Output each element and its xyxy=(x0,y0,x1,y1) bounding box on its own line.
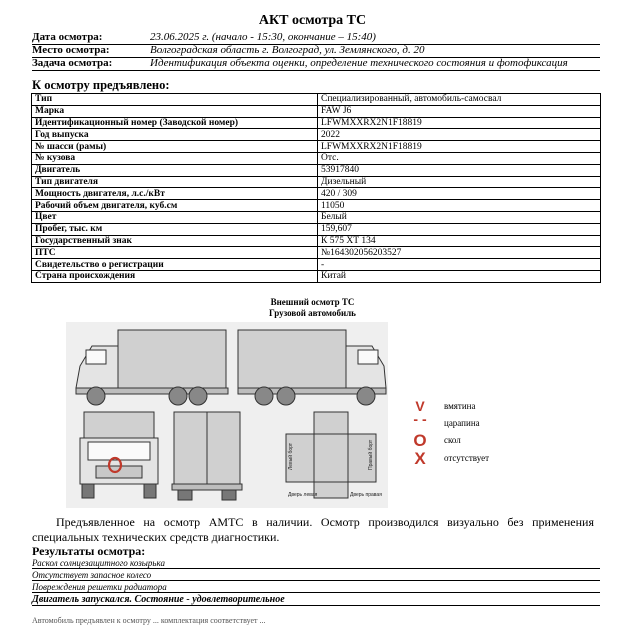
spec-table xyxy=(31,93,601,283)
document-title: АКТ осмотра ТС xyxy=(258,13,367,28)
truck-diagram xyxy=(66,322,388,508)
spec-value: FAW J6 xyxy=(318,105,601,117)
spec-value: LFWMXXRX2N1F18819 xyxy=(318,141,601,153)
spec-value: №164302056203527 xyxy=(318,247,601,259)
place-value: Волгоградская область г. Волгоград, ул. Землянского, д. 20 xyxy=(150,44,425,56)
spec-value: 11050 xyxy=(318,200,601,212)
date-value: 23.06.2025 г. (начало - 15:30, окончание – 15:40) xyxy=(150,31,376,43)
spec-key: Год выпуска xyxy=(32,129,318,141)
spec-key: ПТС xyxy=(32,247,318,259)
left-side-label: Левый борт xyxy=(288,442,294,470)
right-door-label: Дверь правая xyxy=(350,492,382,498)
spec-key: Идентификационный номер (Заводской номер) xyxy=(32,117,318,129)
spec-row xyxy=(32,188,601,200)
spec-row xyxy=(32,223,601,235)
spec-key: Свидетельство о регистрации xyxy=(32,259,318,271)
spec-row xyxy=(32,129,601,141)
header-row-task xyxy=(32,57,600,71)
spec-value: 2022 xyxy=(318,129,601,141)
spec-row xyxy=(32,164,601,176)
spec-key: Рабочий объем двигателя, куб.см xyxy=(32,200,318,212)
truck-rear-view xyxy=(172,412,242,500)
section-title: К осмотру предъявлено: xyxy=(32,78,170,92)
spec-key: Двигатель xyxy=(32,164,318,176)
inspection-paragraph: Предъявленное на осмотр АМТС в наличии. Осмотр производился визуально без применения специальных технических средств диагностики. xyxy=(32,515,594,544)
task-value: Идентификация объекта оценки, определение технического состояния и фотофиксация xyxy=(150,57,568,69)
spec-row xyxy=(32,94,601,106)
spec-key: Мощность двигателя, л.с./кВт xyxy=(32,188,318,200)
legend-dent-label: вмятина xyxy=(444,401,476,411)
legend-dent-symbol: V xyxy=(415,398,425,414)
legend-missing-label: отсутствует xyxy=(444,453,490,463)
header-row-place xyxy=(32,44,600,58)
spec-row xyxy=(32,235,601,247)
spec-key: Тип двигателя xyxy=(32,176,318,188)
spec-key: № шасси (рамы) xyxy=(32,141,318,153)
spec-value: Специализированный, автомобиль-самосвал xyxy=(318,94,601,106)
spec-row xyxy=(32,211,601,223)
result-item: Отсутствует запасное колесо xyxy=(32,570,600,581)
spec-row xyxy=(32,117,601,129)
result-item: Повреждения решетки радиатора xyxy=(32,582,600,593)
spec-key: Государственный знак xyxy=(32,235,318,247)
inspection-subtitle: Грузовой автомобиль xyxy=(269,308,356,318)
spec-row xyxy=(32,152,601,164)
spec-key: Страна происхождения xyxy=(32,270,318,282)
spec-value: - xyxy=(318,259,601,271)
spec-row xyxy=(32,259,601,271)
spec-key: Тип xyxy=(32,94,318,106)
cut-off-text: Автомобиль предъявлен к осмотру ... комплектация соответствует ... xyxy=(32,616,266,625)
spec-value: Отс. xyxy=(318,152,601,164)
spec-row xyxy=(32,200,601,212)
legend-chip-label: скол xyxy=(444,435,461,445)
inspection-title: Внешний осмотр ТС xyxy=(270,297,355,307)
spec-value: Китай xyxy=(318,270,601,282)
legend-scratch-label: царапина xyxy=(444,418,480,428)
spec-value: 420 / 309 xyxy=(318,188,601,200)
left-door-label: Дверь левая xyxy=(288,492,318,498)
result-item-engine: Двигатель запускался. Состояние - удовлетворительное xyxy=(32,594,600,606)
spec-key: Пробег, тыс. км xyxy=(32,223,318,235)
place-label: Место осмотра: xyxy=(32,44,110,56)
spec-row xyxy=(32,105,601,117)
spec-row xyxy=(32,247,601,259)
spec-row xyxy=(32,270,601,282)
spec-value: LFWMXXRX2N1F18819 xyxy=(318,117,601,129)
date-label: Дата осмотра: xyxy=(32,31,103,43)
spec-row xyxy=(32,141,601,153)
spec-key: Цвет xyxy=(32,211,318,223)
spec-value: 53917840 xyxy=(318,164,601,176)
spec-value: К 575 ХТ 134 xyxy=(318,235,601,247)
legend-missing-symbol: X xyxy=(414,449,426,468)
spec-value: 159,607 xyxy=(318,223,601,235)
result-item: Раскол солнцезащитного козырька xyxy=(32,558,600,569)
spec-value: Дизельный xyxy=(318,176,601,188)
task-label: Задача осмотра: xyxy=(32,57,113,69)
legend-chip-symbol: O xyxy=(413,431,427,450)
header-row-date xyxy=(32,31,600,45)
spec-key: № кузова xyxy=(32,152,318,164)
right-side-label: Правый борт xyxy=(368,439,374,470)
spec-row xyxy=(32,176,601,188)
spec-key: Марка xyxy=(32,105,318,117)
legend-scratch-symbol: - - xyxy=(413,411,427,427)
spec-value: Белый xyxy=(318,211,601,223)
results-title: Результаты осмотра: xyxy=(32,544,146,558)
